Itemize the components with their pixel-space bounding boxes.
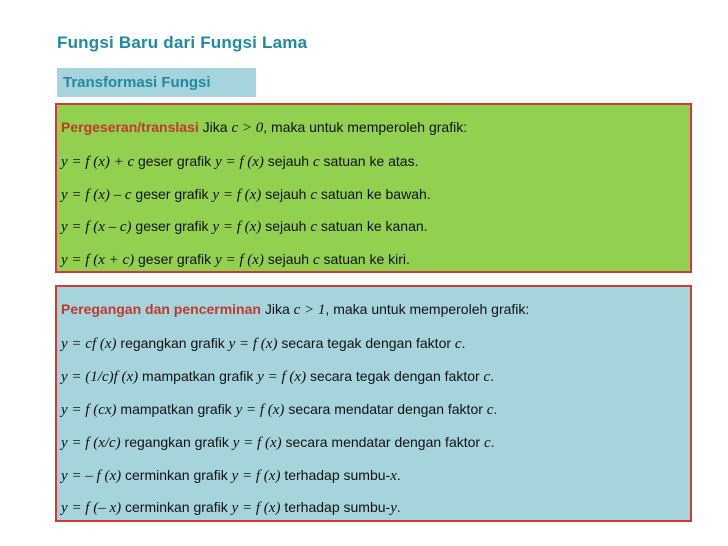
condition: c > 0 <box>231 120 264 136</box>
rule-row: y = cf (x) regangkan grafik y = f (x) secara tegak dengan faktor c. <box>61 335 466 352</box>
rule-row: y = f (x + c) geser grafik y = f (x) sejauh c satuan ke kiri. <box>61 251 410 268</box>
rule-row: y = – f (x) cerminkan grafik y = f (x) terhadap sumbu-x. <box>61 467 401 484</box>
page-title: Fungsi Baru dari Fungsi Lama <box>57 33 308 52</box>
peregangan-intro: Peregangan dan pencerminan Jika c > 1, maka untuk memperoleh grafik: <box>61 301 530 318</box>
section-tab: Transformasi Fungsi <box>57 68 256 97</box>
condition: c > 1 <box>293 302 326 318</box>
rule-row: y = f (x – c) geser grafik y = f (x) sejauh c satuan ke kanan. <box>61 218 428 235</box>
rule-row: y = (1/c)f (x) mampatkan grafik y = f (x) secara tegak dengan faktor c. <box>61 368 495 385</box>
translasi-heading: Pergeseran/translasi <box>61 119 199 135</box>
peregangan-heading: Peregangan dan pencerminan <box>61 301 261 317</box>
rule-row: y = f (– x) cerminkan grafik y = f (x) terhadap sumbu-y. <box>61 499 401 516</box>
translasi-intro: Pergeseran/translasi Jika c > 0, maka untuk memperoleh grafik: <box>61 119 468 136</box>
rule-row: y = f (cx) mampatkan grafik y = f (x) secara mendatar dengan faktor c. <box>61 401 498 418</box>
rule-row: y = f (x) + c geser grafik y = f (x) sejauh c satuan ke atas. <box>61 153 419 170</box>
translasi-box <box>55 103 692 273</box>
rule-row: y = f (x/c) regangkan grafik y = f (x) secara mendatar dengan faktor c. <box>61 434 495 451</box>
rule-row: y = f (x) – c geser grafik y = f (x) sejauh c satuan ke bawah. <box>61 186 431 203</box>
peregangan-box <box>55 285 692 522</box>
